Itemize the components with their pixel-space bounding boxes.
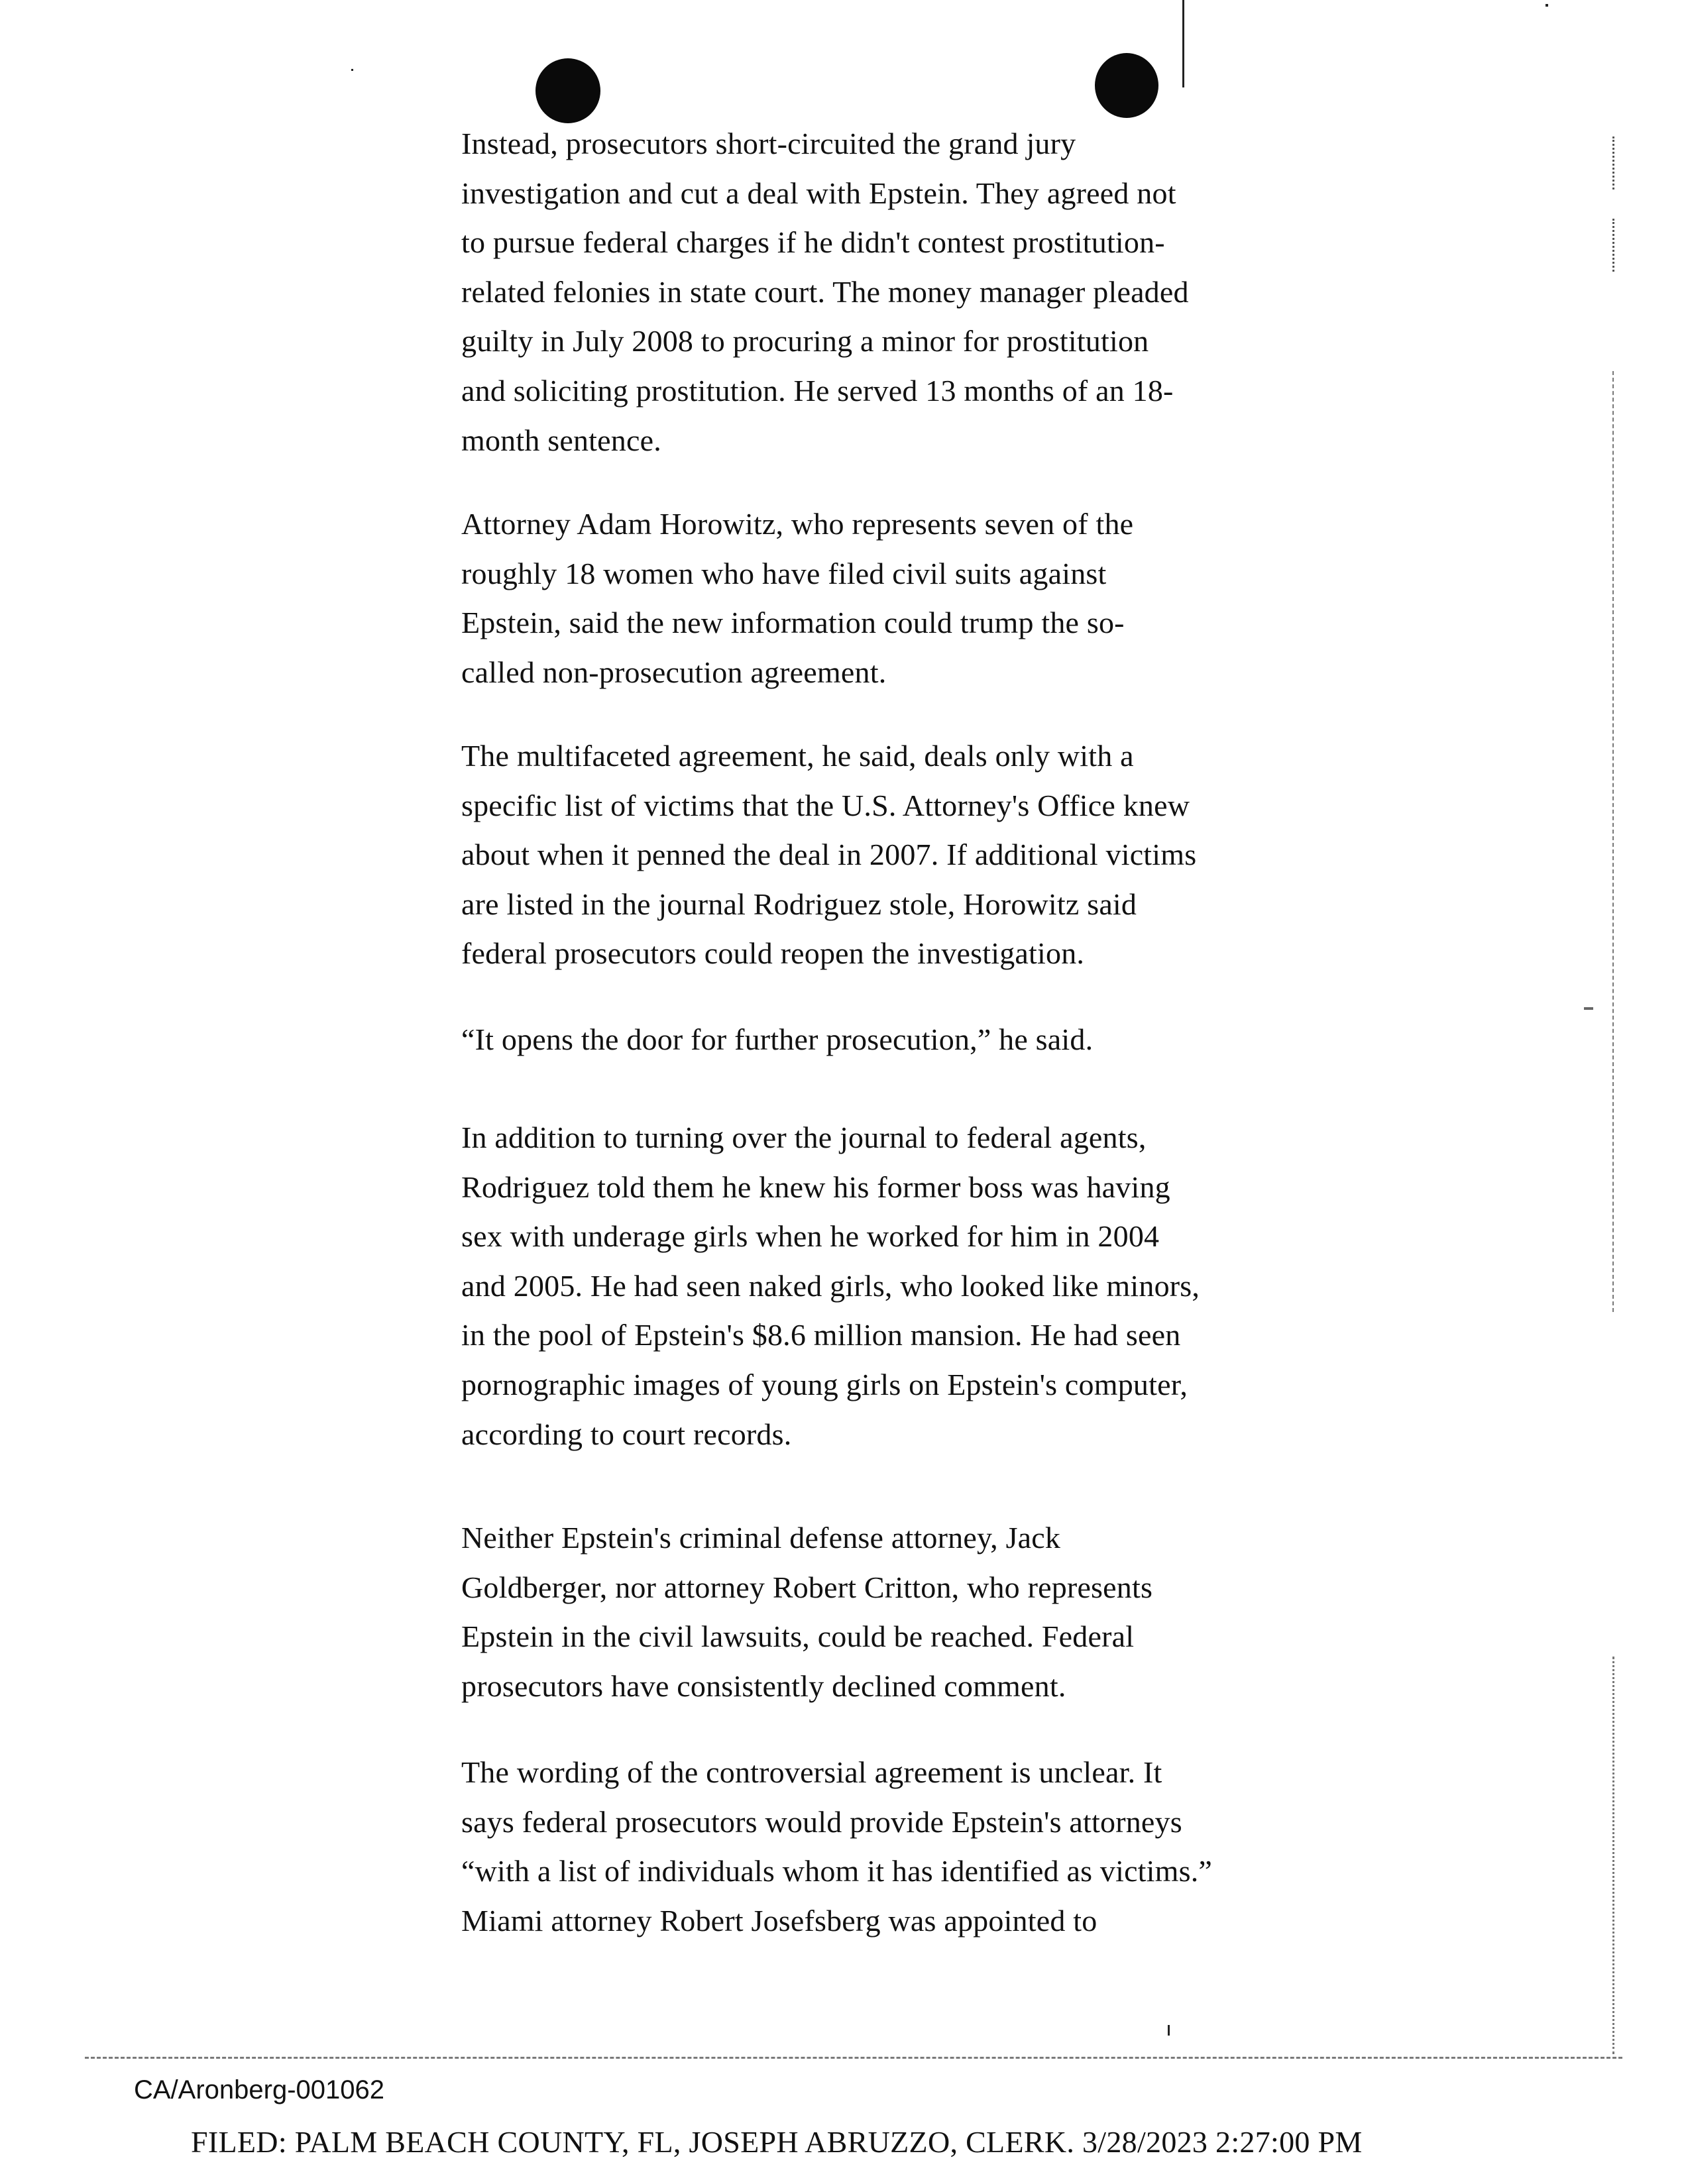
scan-edge-artifact <box>1612 371 1614 1312</box>
scan-speck <box>351 69 353 71</box>
article-paragraph: Neither Epstein's criminal defense attorney, Jack Goldberger, nor attorney Robert Critton, who represents Epstein in the civil lawsuits, could be reached. Federal prosecutors have consistently declined comment. <box>461 1521 1153 1703</box>
scan-edge-artifact <box>1612 219 1614 272</box>
article-paragraph: In addition to turning over the journal to federal agents, Rodriguez told them he knew his former boss was having sex with underage girls when he worked for him in 2004 and 2005. He had seen naked girls, who looked like minors, in the pool of Epstein's $8.6 million mansion. He had seen pornographic images of young girls on Epstein's computer, according to court records. <box>461 1120 1200 1451</box>
scan-speck <box>1546 4 1548 7</box>
scan-edge-artifact <box>1612 1657 1614 2054</box>
article-paragraph: Instead, prosecutors short-circuited the grand jury investigation and cut a deal with Epstein. They agreed not to pursue federal charges if he didn't contest prostitution- related felonies in state court. The money manager pleaded guilty in July 2008 to procuring a minor for prostitution and soliciting prostitution. He served 13 months of an 18- month sentence. <box>461 127 1189 457</box>
filed-stamp: FILED: PALM BEACH COUNTY, FL, JOSEPH ABRUZZO, CLERK. 3/28/2023 2:27:00 PM <box>191 2125 1363 2159</box>
article-paragraph: Attorney Adam Horowitz, who represents seven of the roughly 18 women who have filed civil suits against Epstein, said the new information could trump the so- called non-prosecution agreement. <box>461 507 1134 689</box>
article-paragraph: The wording of the controversial agreement is unclear. It says federal prosecutors would provide Epstein's attorneys “with a list of individuals whom it has identified as victims.” Miami attorney Robert Josefsberg was appointed to <box>461 1755 1213 1938</box>
page-divider <box>85 2057 1622 2059</box>
punch-hole-left <box>535 58 600 123</box>
article-paragraph: “It opens the door for further prosecution,” he said. <box>461 1022 1094 1056</box>
punch-hole-right <box>1095 53 1158 118</box>
scan-mark <box>1168 2025 1170 2036</box>
scan-mark <box>1182 0 1184 87</box>
bates-number: CA/Aronberg-001062 <box>134 2075 385 2104</box>
scan-edge-artifact <box>1584 1007 1593 1010</box>
scan-edge-artifact <box>1612 136 1614 190</box>
article-paragraph: The multifaceted agreement, he said, deals only with a specific list of victims that the U.S. Attorney's Office knew about when it penned the deal in 2007. If additional victims are listed in the journal Rodriguez stole, Horowitz said federal prosecutors could reopen the investigation. <box>461 739 1197 971</box>
